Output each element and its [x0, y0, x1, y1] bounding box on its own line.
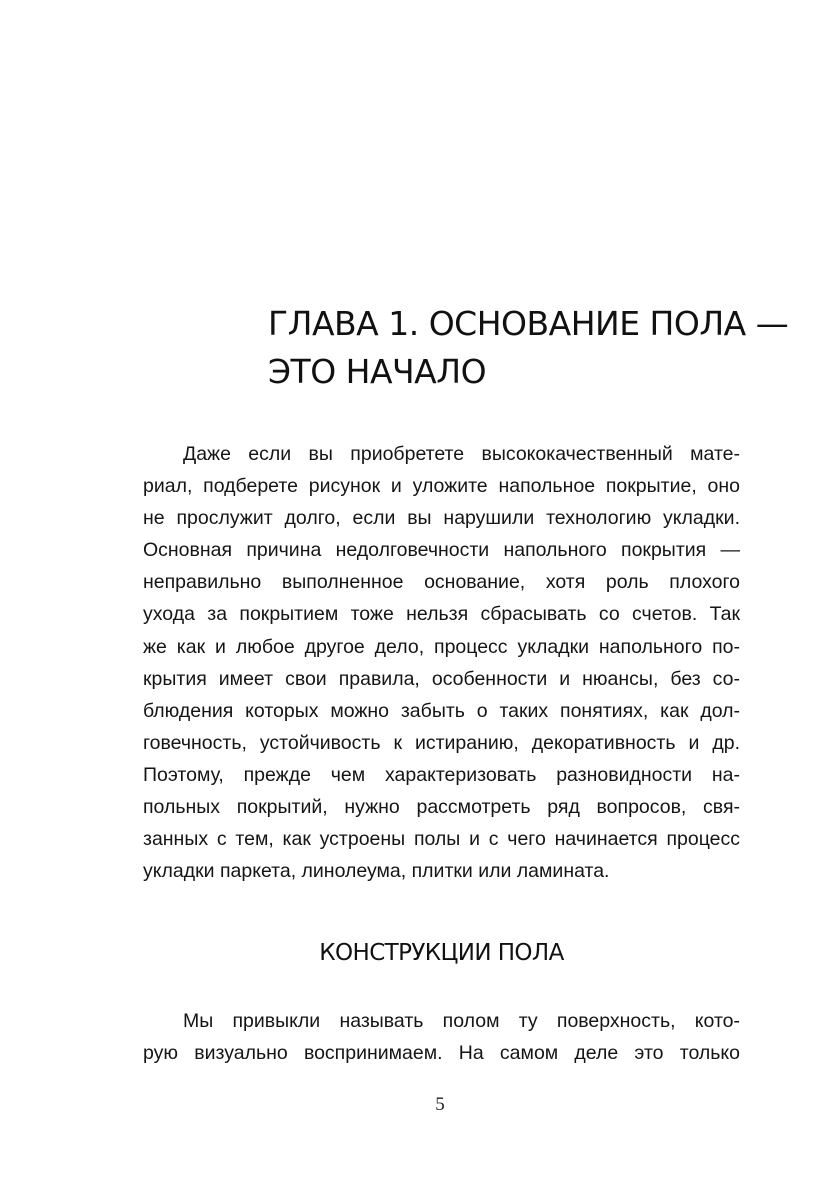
chapter-title-line: ГЛАВА 1. ОСНОВАНИЕ ПОЛА —	[268, 304, 789, 343]
chapter-title	[268, 300, 789, 396]
paragraph-line: занных с тем, как устроены полы и с чего начинается процесс	[143, 828, 740, 851]
paragraph-line: же как и любое другое дело, процесс укладки напольного по-	[143, 635, 740, 658]
intro-paragraph	[143, 438, 740, 887]
paragraph-line: риал, подберете рисунок и уложите напольное покрытие, оно	[143, 475, 740, 498]
paragraph-line: блюдения которых можно забыть о таких понятиях, как дол-	[143, 699, 740, 722]
paragraph-line: польных покрытий, нужно рассмотреть ряд вопросов, свя-	[143, 796, 740, 819]
page-number: 5	[435, 1094, 445, 1115]
paragraph-line: рую визуально воспринимаем. На самом деле это только	[143, 1042, 740, 1065]
paragraph-line: Основная причина недолговечности напольного покрытия —	[143, 539, 740, 562]
section-title: КОНСТРУКЦИИ ПОЛА	[319, 940, 564, 966]
paragraph-line: ухода за покрытием тоже нельзя сбрасывать со счетов. Так	[143, 603, 740, 626]
chapter-title-line: ЭТО НАЧАЛО	[268, 352, 487, 391]
paragraph-line: не прослужит долго, если вы нарушили технологию укладки.	[143, 507, 740, 530]
section-paragraph	[143, 1005, 740, 1069]
paragraph-line: говечность, устойчивость к истиранию, декоративность и др.	[143, 731, 740, 754]
paragraph-line: Поэтому, прежде чем характеризовать разновидности на-	[143, 763, 740, 786]
paragraph-line: укладки паркета, линолеума, плитки или ламината.	[143, 860, 610, 883]
paragraph-line: неправильно выполненное основание, хотя роль плохого	[143, 571, 740, 594]
paragraph-line: Даже если вы приобретете высококачественный мате-	[183, 443, 740, 465]
paragraph-line: Мы привыкли называть полом ту поверхность, кото-	[183, 1010, 740, 1032]
paragraph-line: крытия имеет свои правила, особенности и нюансы, без со-	[143, 667, 740, 690]
